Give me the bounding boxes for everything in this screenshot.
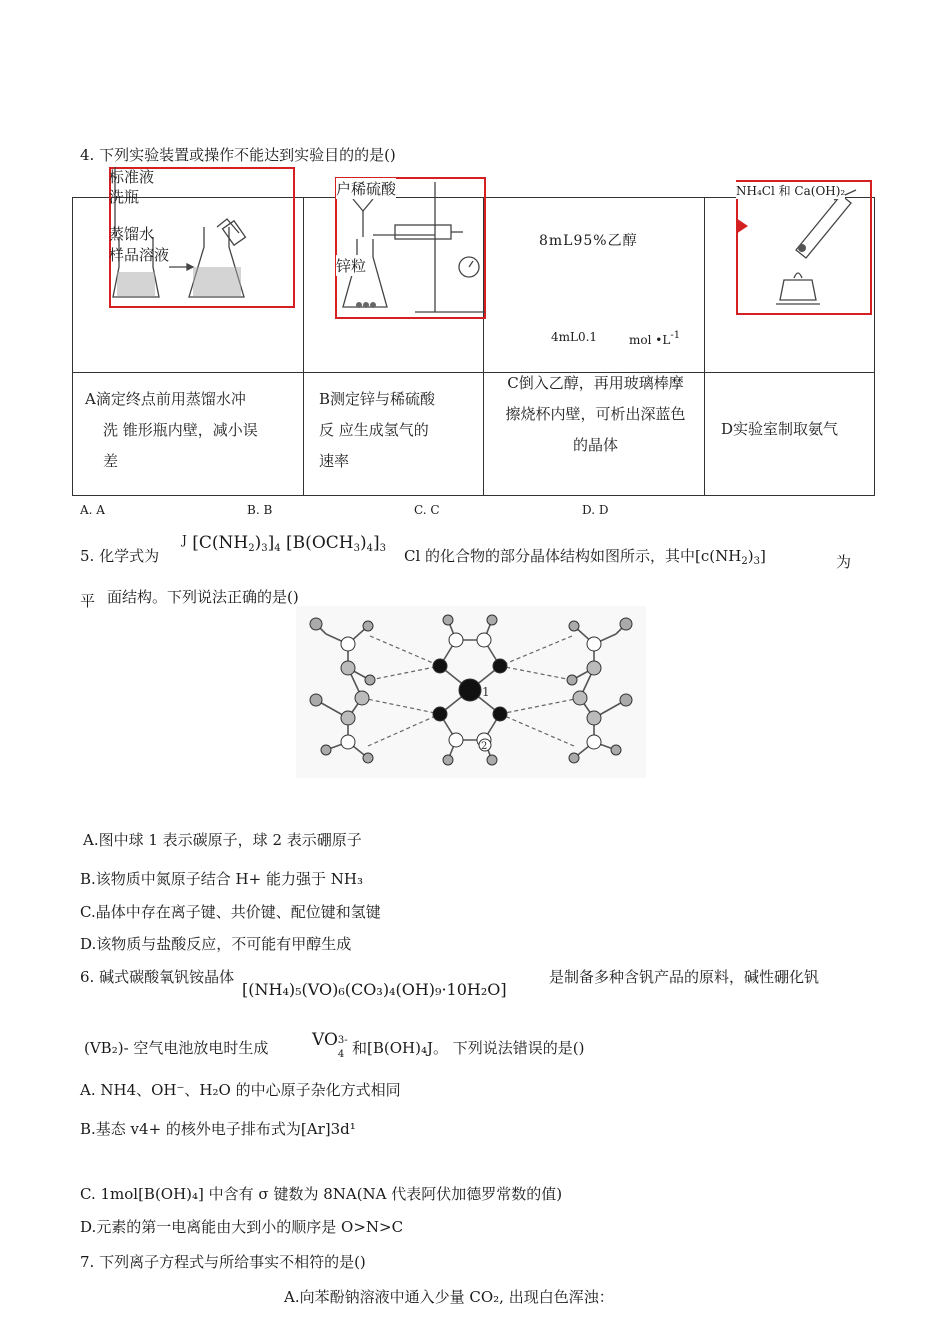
cell-a-line2: 洗 锥形瓶内壁，减小误 [103,421,258,439]
q5-option-d: D.该物质与盐酸反应，不可能有甲醇生成 [80,935,352,953]
q7-option-a: A.向苯酚钠溶液中通入少量 CO₂, 出现白色浑浊： [284,1288,614,1306]
cell-b [319,384,435,477]
q5-formula-3a: 3 [261,543,268,554]
q5-formula-2: 2 [248,543,255,554]
label-washbottle: 洗瓶 [109,188,140,206]
q6-option-d: D.元素的第一电离能由大到小的顺序是 O>N>C [80,1218,404,1236]
cell-d-line1: D实验室制取氨气 [721,420,839,438]
q6-tail: 是制备多种含钒产品的原料，碱性硼化钒 [549,968,820,986]
q5-ping: 平 [80,592,96,610]
apparatus-d-drawing [736,180,872,315]
q6-vo-text: VO [312,1030,338,1050]
c-ethanol-label: 8mL95%乙醇 [539,233,638,249]
fig-label-2: 2 [481,741,488,752]
q6-vo [312,1030,352,1060]
q5-formula-nh: NH [218,533,249,553]
cell-b-line3: 速率 [319,452,350,470]
cell-c [493,368,698,461]
q6-num: 6. 碱式碳酸氧钒铵晶体 [80,968,235,986]
q5-formula-och: OCH [311,533,354,553]
q4-stem: 4. 下列实验装置或操作不能达到实验目的的是() [80,146,396,164]
q6-option-a: A. NH4、OH⁻、H₂O 的中心原子杂化方式相同 [80,1081,401,1099]
q4-choice-d: D. D [582,503,609,517]
q6-vo-sup: 3- [337,1035,348,1046]
cell-c-line3: 的晶体 [572,436,618,454]
c-unit-label [629,330,680,347]
cell-a [85,384,258,477]
label-nh4cl: NH₄Cl 和 Ca(OH)₂ [736,184,846,198]
q5-wei: 为 [836,553,852,571]
q5-formula-c: C [198,533,212,553]
cell-c-line1: C倒入乙醇，再用玻璃棒摩 [507,374,684,392]
q5-line2: 面结构。下列说法正确的是() [107,588,299,606]
fig-label-1: 1 [482,685,490,699]
q5-formula-j: J [182,533,187,547]
q5-formula-4b: 4 [366,543,373,554]
q4-choice-b: B. B [247,503,273,517]
q5-formula: $^J$ $[C(NH_2)_3]_4$ $[B(OCH_3)_4]_3$ [182,533,386,554]
q4-choice-c: C. C [414,503,440,517]
crystal-structure-figure [296,606,646,778]
cell-d [721,414,838,445]
q6-option-b: B.基态 v4+ 的核外电子排布式为[Ar]3d¹ [80,1120,356,1138]
q5-tail-paren: ) [747,547,754,565]
label-zinc: 锌粒 [336,257,367,275]
q6-formula: [(NH₄)₅(VO)₆(CO₃)₄(OH)₉·10H₂O] [242,980,507,999]
q5-formula-b: B [292,533,306,553]
q5-option-c: C.晶体中存在离子键、共价键、配位键和氢键 [80,903,381,921]
q5-formula-3c: 3 [379,543,386,554]
c-unit-text: mol •L [629,333,671,347]
q5-option-b: B.该物质中氮原子结合 H+ 能力强于 NH₃ [80,870,363,888]
q6-line2a: (VB₂)- 空气电池放电时生成 [84,1039,269,1057]
c-unit-sup: -1 [670,330,681,341]
q6-option-c: C. 1mol[B(OH)₄] 中含有 σ 键数为 8NA(NA 代表阿伏加德罗常数的值) [80,1185,563,1203]
cell-b-line1: B测定锌与稀硫酸 [319,390,436,408]
label-sample: 样品溶液 [109,246,170,264]
q5-tail-sub2: 2 [741,556,748,567]
cell-b-line2: 反 应生成氢气的 [319,421,429,439]
label-distilled: 蒸馏水 [109,225,155,243]
q7-stem: 7. 下列离子方程式与所给事实不相符的是() [80,1253,366,1271]
cell-a-line1: A滴定终点前用蒸馏水冲 [85,390,246,408]
q6-vo-sub: 4 [337,1049,345,1060]
q6-line2b: 和[B(OH)₄J。 下列说法错误的是() [352,1039,585,1057]
label-standard: 标准液 [109,168,155,186]
cell-a-line3: 差 [103,452,119,470]
q5-formula-3b: 3 [353,543,360,554]
q5-formula-4a: 4 [274,543,281,554]
q5-option-a: A.图中球 1 表示碳原子，球 2 表示硼原子 [83,831,362,849]
q5-tail-sub3: 3 [753,556,760,567]
label-sulfuric: 户稀硫酸 [336,180,397,198]
q4-choice-a: A. A [80,503,105,517]
q5-tail: Cl 的化合物的部分晶体结构如图所示，其中$[c(NH_2)_3]$ [404,547,766,567]
q5-num: 5. 化学式为 [80,547,160,565]
c-conc-label: 4mL0.1 [551,330,598,344]
cell-c-line2: 擦烧杯内壁，可析出深蓝色 [505,405,686,423]
q5-tail-text: Cl 的化合物的部分晶体结构如图所示，其中[c(NH [404,547,742,565]
